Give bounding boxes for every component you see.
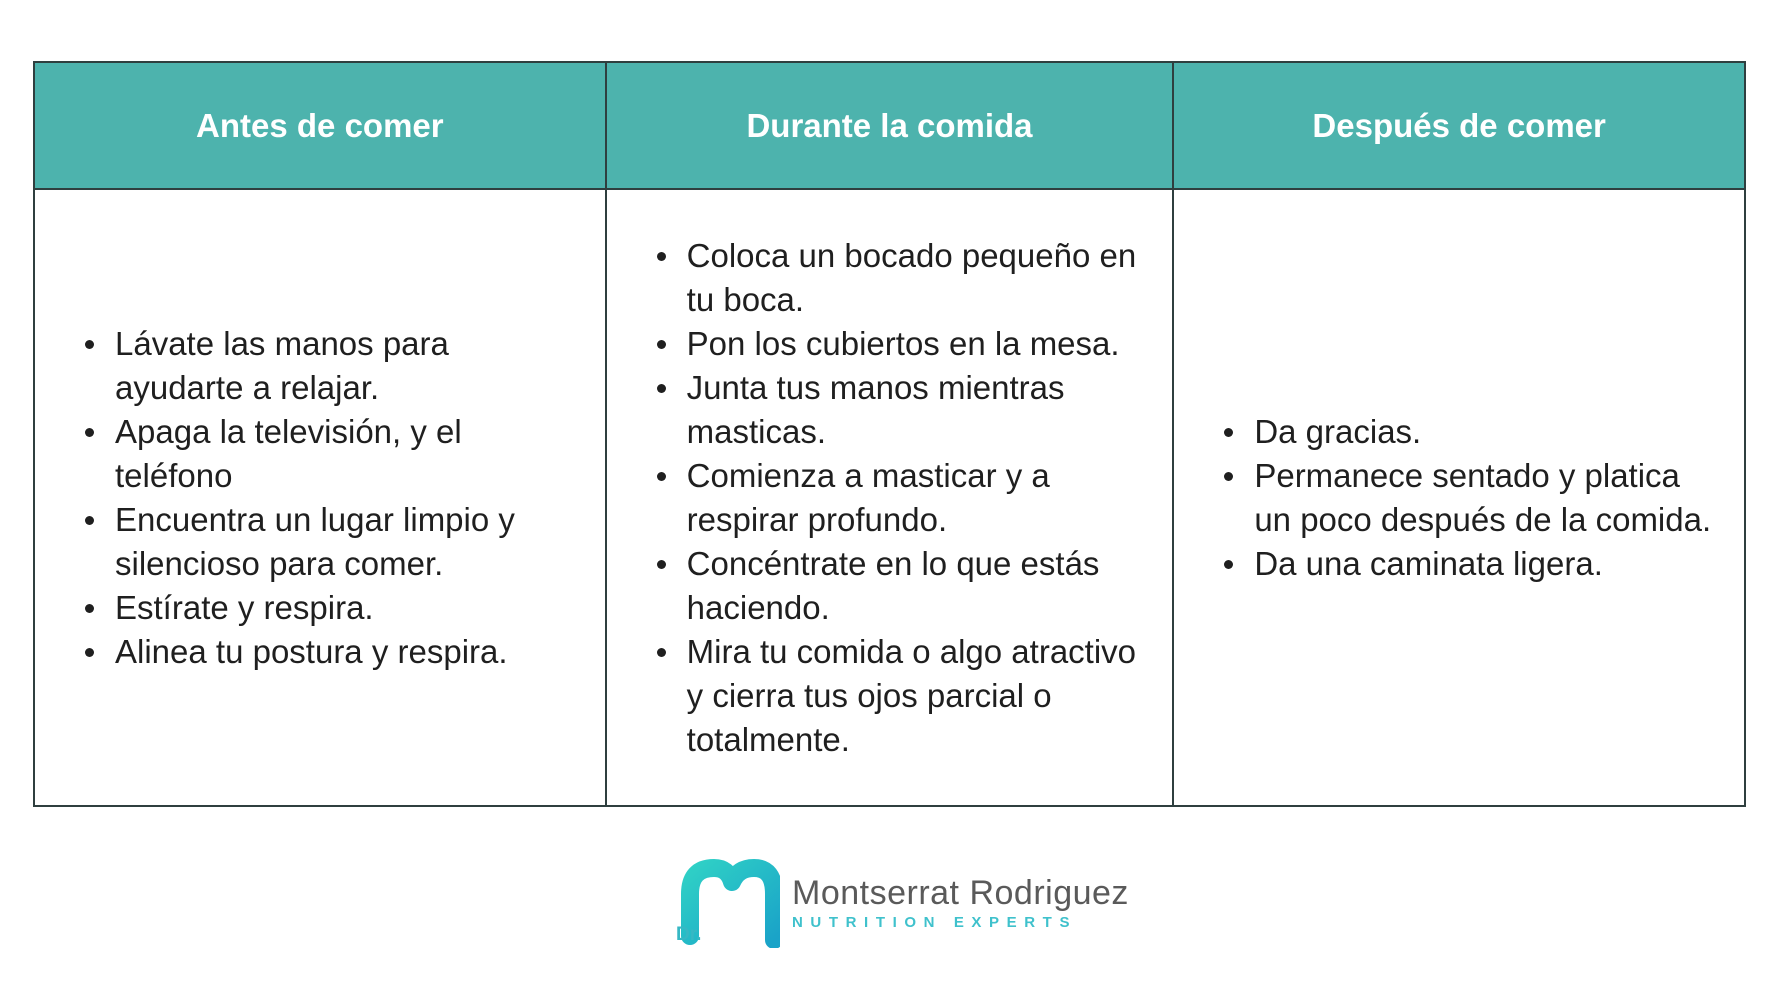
list-item: Da una caminata ligera. [1220, 542, 1716, 586]
list-item: Mira tu comida o algo atractivo y cierra tus ojos parcial o totalmente. [653, 630, 1145, 762]
list-item: Permanece sentado y platica un poco después de la comida. [1220, 454, 1716, 542]
m-monogram-logo-icon [676, 858, 780, 948]
logo-prefix: Dr. [676, 924, 702, 945]
cell-antes-de-comer [35, 190, 605, 805]
list-item: Lávate las manos para ayudarte a relajar. [81, 322, 577, 410]
list-despues-de-comer [1220, 410, 1716, 586]
logo-name: Montserrat Rodriguez [792, 874, 1129, 912]
cell-durante-la-comida [605, 190, 1175, 805]
list-item: Comienza a masticar y a respirar profundo. [653, 454, 1145, 542]
list-item: Estírate y respira. [81, 586, 577, 630]
list-antes-de-comer [81, 322, 577, 674]
list-item: Pon los cubiertos en la mesa. [653, 322, 1145, 366]
list-durante-la-comida [653, 234, 1145, 762]
eating-habits-table [33, 61, 1746, 807]
list-item: Apaga la televisión, y el teléfono [81, 410, 577, 498]
header-antes-de-comer: Antes de comer [35, 63, 605, 190]
brand-logo [676, 858, 1129, 948]
list-item: Coloca un bocado pequeño en tu boca. [653, 234, 1145, 322]
header-despues-de-comer: Después de comer [1174, 63, 1744, 190]
list-item: Junta tus manos mientras masticas. [653, 366, 1145, 454]
list-item: Da gracias. [1220, 410, 1716, 454]
list-item: Alinea tu postura y respira. [81, 630, 577, 674]
list-item: Concéntrate en lo que estás haciendo. [653, 542, 1145, 630]
list-item: Encuentra un lugar limpio y silencioso para comer. [81, 498, 577, 586]
logo-text [792, 873, 1129, 933]
cell-despues-de-comer [1174, 190, 1744, 805]
logo-tagline: NUTRITION EXPERTS [792, 914, 1078, 931]
header-durante-la-comida: Durante la comida [605, 63, 1175, 190]
